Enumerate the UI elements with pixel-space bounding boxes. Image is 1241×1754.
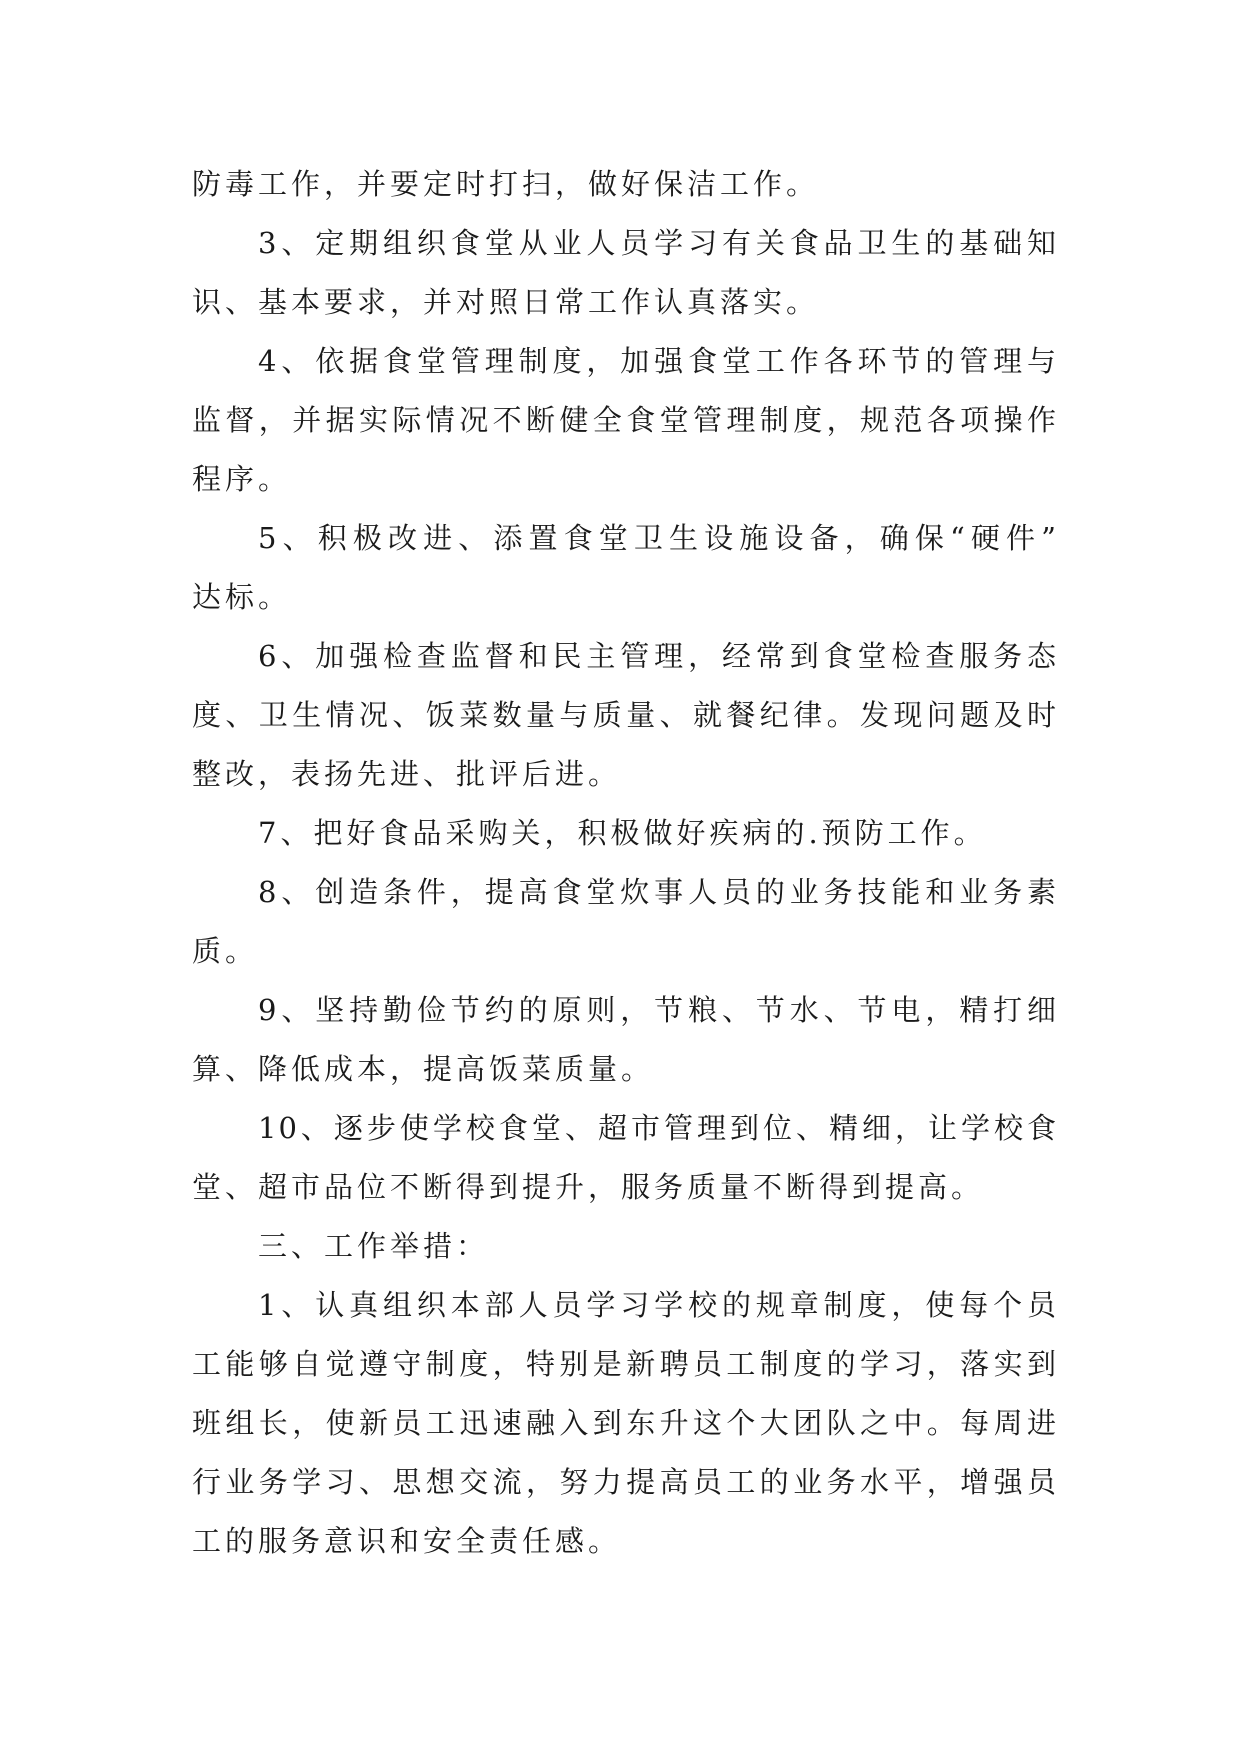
text-line: 算、降低成本，提高饭菜质量。 <box>192 1052 655 1086</box>
text-line: 整改，表扬先进、批评后进。 <box>192 757 622 791</box>
paragraph-item-6 <box>192 627 1058 804</box>
text-line: 9、坚持勤俭节约的原则，节粮、节水、节电，精打细 <box>258 993 1058 1027</box>
paragraph-measure-1 <box>192 1276 1058 1571</box>
text-line: 6、加强检查监督和民主管理，经常到食堂检查服务态 <box>258 639 1058 673</box>
paragraph-item-7 <box>192 804 1058 863</box>
text-line: 程序。 <box>192 462 292 496</box>
text-line: 8、创造条件，提高食堂炊事人员的业务技能和业务素 <box>258 875 1058 909</box>
paragraph-item-3 <box>192 214 1058 332</box>
text-line: 达标。 <box>192 580 292 614</box>
paragraph-continuation <box>192 155 1058 214</box>
text-line: 工的服务意识和安全责任感。 <box>192 1524 622 1558</box>
text-line: 7、把好食品采购关，积极做好疾病的.预防工作。 <box>258 816 987 850</box>
text-line: 班组长，使新员工迅速融入到东升这个大团队之中。每周进 <box>192 1406 1058 1440</box>
section-heading <box>192 1217 1058 1276</box>
document-page <box>192 155 1058 1571</box>
paragraph-item-5 <box>192 509 1058 627</box>
text-line: 4、依据食堂管理制度，加强食堂工作各环节的管理与 <box>258 344 1058 378</box>
paragraph-item-9 <box>192 981 1058 1099</box>
text-line: 质。 <box>192 934 259 968</box>
text-line: 防毒工作，并要定时打扫，做好保洁工作。 <box>192 167 820 201</box>
text-line: 监督，并据实际情况不断健全食堂管理制度，规范各项操作 <box>192 403 1058 437</box>
paragraph-item-4 <box>192 332 1058 509</box>
text-line: 5、积极改进、添置食堂卫生设施设备，确保“硬件” <box>258 521 1058 555</box>
text-line: 堂、超市品位不断得到提升，服务质量不断得到提高。 <box>192 1170 985 1204</box>
section-heading-text: 三、工作举措： <box>258 1229 490 1263</box>
text-line: 3、定期组织食堂从业人员学习有关食品卫生的基础知 <box>258 226 1058 260</box>
text-line: 1、认真组织本部人员学习学校的规章制度，使每个员 <box>258 1288 1058 1322</box>
paragraph-item-8 <box>192 863 1058 981</box>
text-line: 识、基本要求，并对照日常工作认真落实。 <box>192 285 820 319</box>
text-line: 度、卫生情况、饭菜数量与质量、就餐纪律。发现问题及时 <box>192 698 1058 732</box>
text-line: 10、逐步使学校食堂、超市管理到位、精细，让学校食 <box>258 1111 1058 1145</box>
text-line: 行业务学习、思想交流，努力提高员工的业务水平，增强员 <box>192 1465 1058 1499</box>
paragraph-item-10 <box>192 1099 1058 1217</box>
text-line: 工能够自觉遵守制度，特别是新聘员工制度的学习，落实到 <box>192 1347 1058 1381</box>
